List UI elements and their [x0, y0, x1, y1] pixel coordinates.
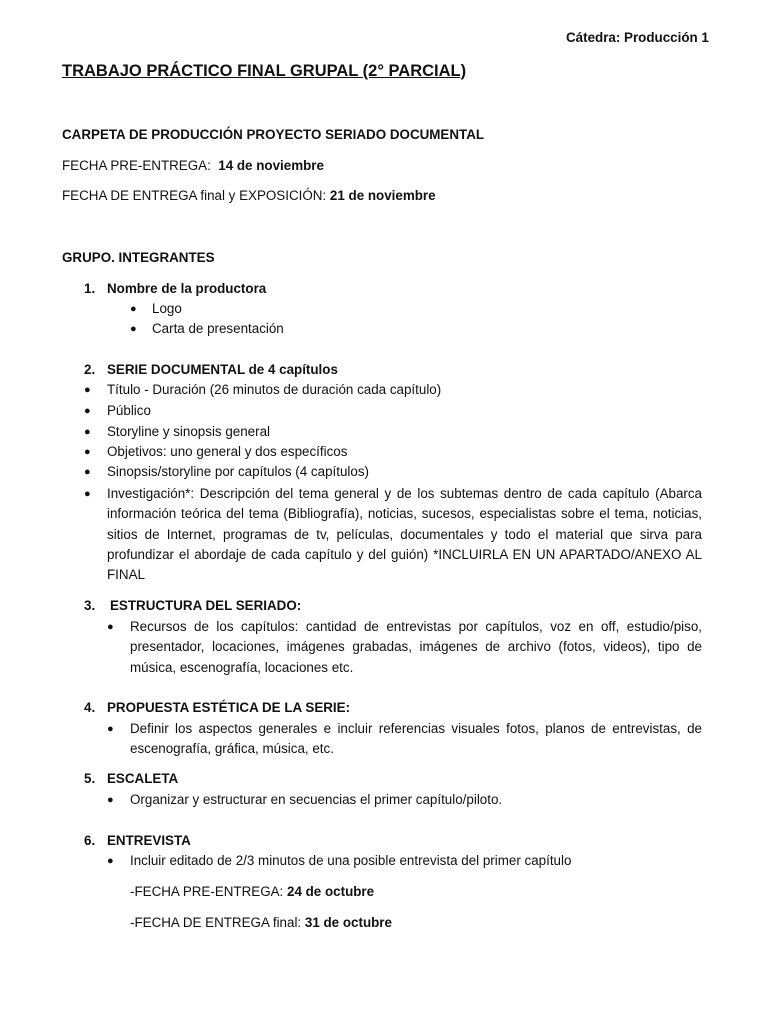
- section-4-item: Definir los aspectos generales e incluir referencias visuales fotos, planos de entrevistas, de escenografía, gráfica, música, etc.: [130, 721, 702, 757]
- bullet-icon: ●: [130, 323, 137, 335]
- bullet-icon: ●: [84, 405, 91, 417]
- carpeta-heading: CARPETA DE PRODUCCIÓN PROYECTO SERIADO DOCUMENTAL: [62, 127, 485, 142]
- bullet-icon: ●: [84, 384, 91, 396]
- bullet-icon: ●: [107, 855, 114, 867]
- bullet-icon: ●: [107, 621, 114, 633]
- section-6-title: ENTREVISTA: [107, 833, 191, 848]
- grupo-heading: GRUPO. INTEGRANTES: [62, 250, 215, 265]
- section-5-number: 5.: [84, 771, 96, 786]
- fecha-final-value: 21 de noviembre: [329, 188, 436, 203]
- section-2-title: SERIE DOCUMENTAL de 4 capítulos: [107, 362, 338, 377]
- bullet-icon: ●: [84, 488, 91, 500]
- page-title: TRABAJO PRÁCTICO FINAL GRUPAL (2° PARCIAL): [62, 62, 467, 80]
- section-1-number: 1.: [84, 281, 96, 296]
- section-3-item: Recursos de los capítulos: cantidad de entrevistas por capítulos, voz en off, estudio/piso, presentador, locaciones, imágenes grabadas, imágenes de archivo (fotos, videos), tipo de música, escenografía, locaciones etc.: [130, 619, 702, 675]
- fecha-pre-entrevista-value: 24 de octubre: [287, 884, 375, 899]
- bullet-icon: ●: [84, 446, 91, 458]
- section-5-title: ESCALETA: [107, 771, 179, 786]
- section-2-item-investigacion: Investigación*: Descripción del tema general y de los subtemas dentro de cada capítulo (Abarca información teórica del tema (Bibliografía), noticias, sucesos, especialistas sobre el tema, noticias, sitios de Internet, programas de tv, películas, documentales y todo el material que sirva para profundizar el abordaje de cada capítulo y del guión) *INCLUIRLA EN UN APARTADO/ANEXO AL FINAL: [107, 486, 702, 583]
- bullet-icon: ●: [84, 426, 91, 438]
- fecha-final-entrevista-value: 31 de octubre: [304, 915, 392, 930]
- fecha-pre-label: FECHA PRE-ENTREGA:: [62, 158, 211, 173]
- fecha-final-label: FECHA DE ENTREGA final y EXPOSICIÓN:: [62, 188, 327, 203]
- fecha-pre-entrega-entrevista: [130, 882, 374, 902]
- section-3-number: 3.: [84, 598, 96, 613]
- section-2-item: Objetivos: uno general y dos específicos: [107, 444, 348, 459]
- section-2-item: Storyline y sinopsis general: [107, 424, 271, 439]
- section-5-item: Organizar y estructurar en secuencias el primer capítulo/piloto.: [130, 792, 503, 807]
- fecha-pre-value: 14 de noviembre: [218, 158, 324, 173]
- section-2-number: 2.: [84, 362, 96, 377]
- section-2-item: Título - Duración (26 minutos de duración cada capítulo): [107, 382, 442, 397]
- section-6-item: Incluir editado de 2/3 minutos de una posible entrevista del primer capítulo: [130, 853, 572, 868]
- section-1-item: Logo: [152, 301, 182, 316]
- section-2-item: Público: [107, 403, 151, 418]
- fecha-entrega-entrevista: [130, 913, 392, 933]
- section-4-number: 4.: [84, 700, 96, 715]
- fecha-pre-entrega: [62, 156, 324, 176]
- section-3-title: ESTRUCTURA DEL SERIADO:: [110, 598, 302, 613]
- bullet-icon: ●: [130, 303, 137, 315]
- bullet-icon: ●: [84, 466, 91, 478]
- section-4-title: PROPUESTA ESTÉTICA DE LA SERIE:: [107, 700, 351, 715]
- fecha-pre-entrevista-label: -FECHA PRE-ENTREGA:: [130, 884, 284, 899]
- fecha-final-entrevista-label: -FECHA DE ENTREGA final:: [130, 915, 302, 930]
- section-2-item: Sinopsis/storyline por capítulos (4 capítulos): [107, 464, 369, 479]
- fecha-entrega-final: [62, 186, 436, 206]
- catedra-header: Cátedra: Producción 1: [566, 30, 709, 45]
- bullet-icon: ●: [107, 723, 114, 735]
- section-6-number: 6.: [84, 833, 96, 848]
- bullet-icon: ●: [107, 794, 114, 806]
- section-1-title: Nombre de la productora: [107, 281, 267, 296]
- section-1-item: Carta de presentación: [152, 321, 284, 336]
